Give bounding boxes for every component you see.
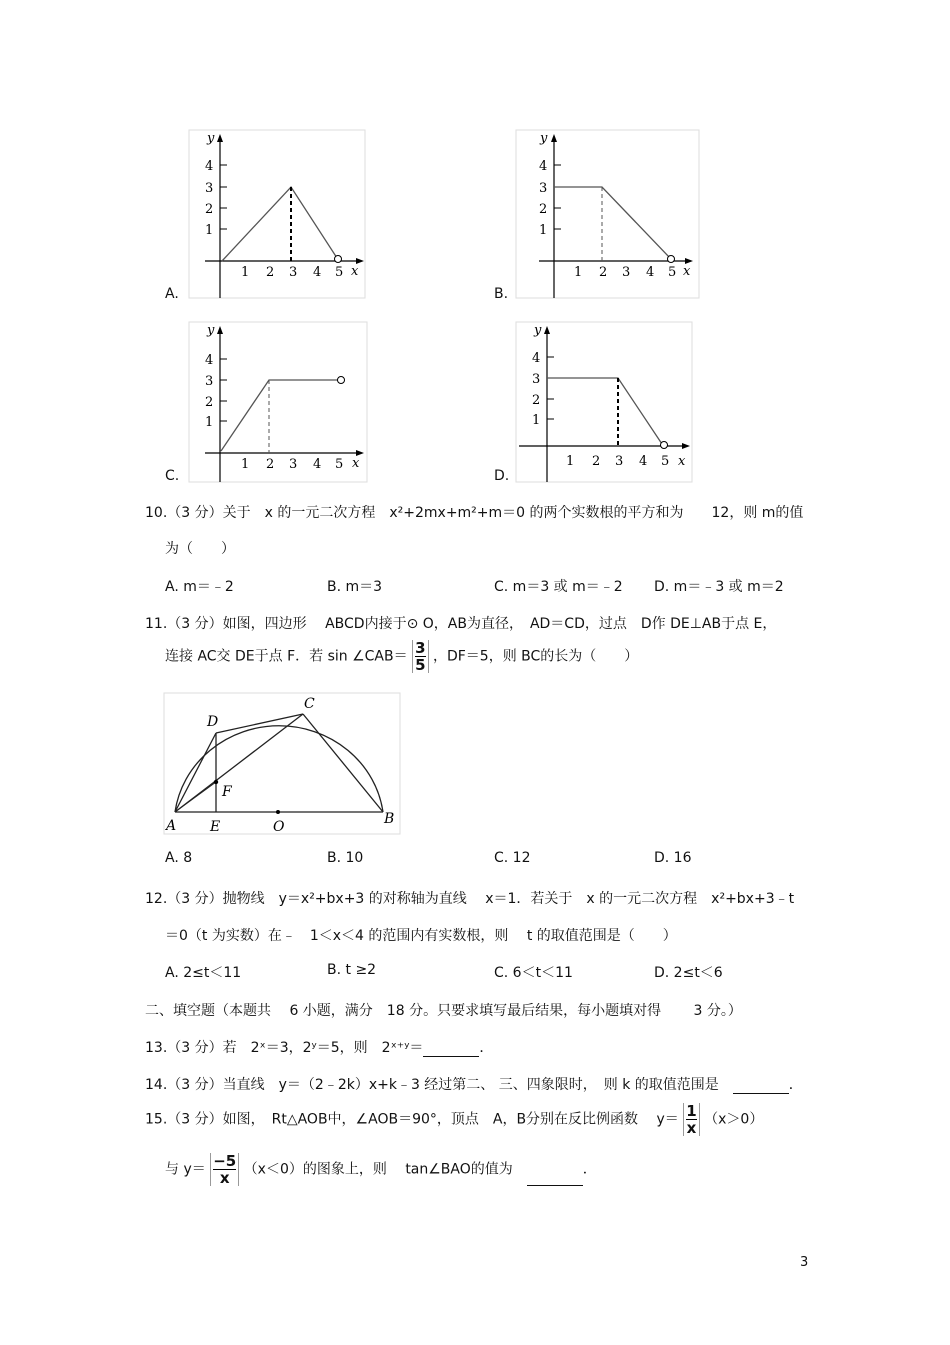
svg-text:x: x [678, 454, 686, 469]
q15-text-a: 15.（3 分）如图， Rt△AOB中，∠AOB＝90°，顶点 A，B分别在反比例函数 y＝ [145, 1111, 679, 1128]
q15-fraction-2 [210, 1153, 239, 1186]
graph-a [165, 128, 370, 303]
graph-d-svg [494, 320, 699, 485]
q13-answer-blank[interactable] [423, 1042, 479, 1057]
q12-option-d[interactable]: D. 2≤t＜6 [654, 965, 723, 981]
q11-label-a: A [166, 818, 177, 834]
svg-text:3: 3 [289, 457, 298, 472]
q11-fraction [412, 640, 428, 673]
q12-option-c[interactable]: C. 6＜t＜11 [494, 965, 573, 981]
svg-text:4: 4 [205, 159, 214, 174]
svg-text:2: 2 [599, 265, 608, 280]
q11-option-c[interactable]: C. 12 [494, 850, 531, 866]
q11-frac-den: 5 [415, 656, 426, 674]
graph-b [494, 128, 704, 303]
svg-text:5: 5 [661, 454, 670, 469]
q12-line1: 12.（3 分）抛物线 y＝x²+bx+3 的对称轴为直线 x＝1．若关于 x 的一元二次方程 x²+bx+3﹣t [145, 891, 795, 907]
graph-c-label[interactable]: C. [165, 468, 180, 484]
graph-a-svg [165, 128, 370, 303]
q10-option-a[interactable]: A. m＝﹣2 [165, 579, 234, 595]
svg-text:y: y [207, 323, 215, 338]
q11-label-e: E [210, 819, 221, 835]
q15-frac2-den: x [219, 1169, 230, 1187]
svg-text:3: 3 [205, 374, 214, 389]
svg-text:3: 3 [615, 454, 624, 469]
svg-text:2: 2 [532, 393, 541, 408]
q11-label-c: C [304, 696, 315, 712]
q11-label-d: D [207, 714, 219, 730]
q15-frac2-num: −5 [213, 1152, 237, 1170]
svg-text:4: 4 [313, 457, 322, 472]
svg-text:1: 1 [205, 415, 214, 430]
svg-text:x: x [683, 264, 691, 279]
q15-fraction-1 [683, 1103, 699, 1136]
page-number: 3 [800, 1255, 809, 1270]
svg-text:2: 2 [205, 395, 214, 410]
q10-line1: 10.（3 分）关于 x 的一元二次方程 x²+2mx+m²+m＝0 的两个实数根的平方和为 12，则 m的值 [145, 505, 804, 521]
q14-line [145, 1074, 803, 1094]
svg-text:3: 3 [289, 265, 298, 280]
q15-answer-blank[interactable] [527, 1171, 583, 1186]
svg-text:4: 4 [639, 454, 648, 469]
svg-text:4: 4 [532, 351, 541, 366]
svg-text:y: y [207, 131, 215, 146]
q11-line1: 11.（3 分）如图，四边形 ABCD内接于⊙ O，AB为直径， AD＝CD，过点 D作 DE⊥AB于点 E， [145, 616, 777, 632]
svg-text:x: x [352, 456, 360, 471]
svg-text:5: 5 [335, 265, 344, 280]
q11-option-b[interactable]: B. 10 [327, 850, 364, 866]
q11-label-b: B [384, 811, 395, 827]
svg-text:1: 1 [566, 454, 575, 469]
graph-b-svg [494, 128, 704, 303]
svg-text:1: 1 [205, 223, 214, 238]
svg-text:5: 5 [668, 265, 677, 280]
svg-text:x: x [351, 264, 359, 279]
svg-text:2: 2 [592, 454, 601, 469]
q15-frac1-den: x [686, 1119, 697, 1137]
svg-text:2: 2 [539, 202, 548, 217]
svg-text:1: 1 [574, 265, 583, 280]
svg-text:3: 3 [532, 372, 541, 387]
svg-text:3: 3 [205, 181, 214, 196]
graph-c [165, 320, 370, 485]
svg-text:2: 2 [266, 457, 275, 472]
q11-option-d[interactable]: D. 16 [654, 850, 692, 866]
q12-option-a[interactable]: A. 2≤t＜11 [165, 965, 242, 981]
q15-line1 [145, 1103, 763, 1136]
graph-a-label[interactable]: A. [165, 286, 179, 302]
q10-option-b[interactable]: B. m＝3 [327, 579, 383, 595]
q14-text: 14.（3 分）当直线 y＝（2﹣2k）x+k﹣3 经过第二、 三、四象限时， 则 k 的取值范围是 [145, 1077, 719, 1093]
q11-line2 [165, 640, 638, 673]
svg-text:1: 1 [532, 413, 541, 428]
q11-figure [163, 692, 403, 837]
q14-answer-blank[interactable] [733, 1079, 789, 1094]
q15-end: ． [582, 1161, 597, 1178]
svg-text:2: 2 [205, 202, 214, 217]
graph-d-label[interactable]: D. [494, 468, 510, 484]
q11-option-a[interactable]: A. 8 [165, 850, 193, 866]
graph-c-svg [165, 320, 370, 485]
q15-text-b: （x＞0） [704, 1111, 764, 1128]
svg-text:4: 4 [313, 265, 322, 280]
q11-text-b: ，DF＝5，则 BC的长为（ ） [432, 648, 639, 665]
q11-figure-svg [163, 692, 403, 837]
svg-text:2: 2 [266, 265, 275, 280]
q11-frac-num: 3 [415, 639, 426, 657]
q15-text-d: （x＜0）的图象上，则 tan∠BAO的值为 [243, 1161, 513, 1178]
graph-b-label[interactable]: B. [494, 286, 509, 302]
svg-text:4: 4 [205, 353, 214, 368]
q11-label-o: O [273, 819, 285, 835]
q10-line2: 为（ ） [165, 541, 235, 557]
graph-d [494, 320, 699, 485]
q13-end: ． [479, 1040, 494, 1056]
svg-text:5: 5 [335, 457, 344, 472]
q12-option-b[interactable]: B. t ≥2 [327, 962, 377, 978]
svg-text:4: 4 [646, 265, 655, 280]
q12-line2: ＝0（t 为实数）在﹣ 1＜x＜4 的范围内有实数根，则 t 的取值范围是（ ） [165, 928, 677, 944]
svg-text:3: 3 [622, 265, 631, 280]
q10-option-d[interactable]: D. m＝﹣3 或 m＝2 [654, 579, 784, 595]
q15-text-c: 与 y＝ [165, 1161, 206, 1178]
svg-text:1: 1 [241, 265, 250, 280]
svg-text:4: 4 [539, 159, 548, 174]
q10-option-c[interactable]: C. m＝3 或 m＝﹣2 [494, 579, 623, 595]
q11-label-f: F [222, 784, 232, 800]
q14-end: ． [788, 1077, 803, 1093]
q13-text: 13.（3 分）若 2ˣ＝3，2ʸ＝5，则 2ˣ⁺ʸ＝ [145, 1040, 424, 1056]
q15-frac1-num: 1 [686, 1102, 697, 1120]
q11-text-a: 连接 AC交 DE于点 F．若 sin ∠CAB＝ [165, 648, 408, 665]
svg-text:1: 1 [241, 457, 250, 472]
svg-text:y: y [534, 323, 542, 338]
q13-line [145, 1037, 493, 1057]
section2-heading: 二、填空题（本题共 6 小题，满分 18 分。只要求填写最后结果，每小题填对得 3 分。） [145, 1003, 742, 1019]
svg-text:y: y [540, 131, 548, 146]
svg-text:1: 1 [539, 223, 548, 238]
svg-text:3: 3 [539, 181, 548, 196]
q15-line2 [165, 1153, 597, 1186]
